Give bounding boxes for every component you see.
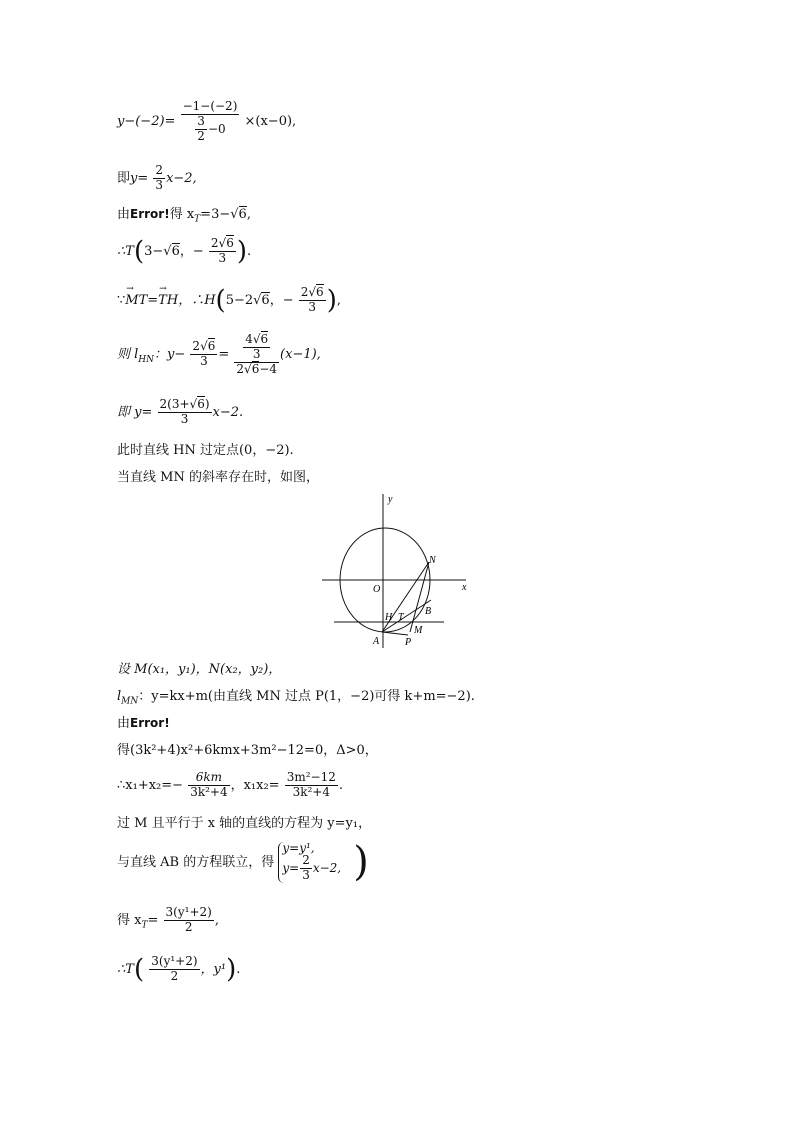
l5-a: 5−2 xyxy=(225,292,254,308)
l16-prefix: 与直线 AB 的方程联立，得 xyxy=(117,854,275,870)
eq-line-14 xyxy=(117,771,343,800)
l2-eq: = xyxy=(137,170,149,186)
l6-fraction-right: $\frac{\frac{4√6}{3}}{2√6-4}$ xyxy=(236,332,278,376)
l5-eq: = xyxy=(147,292,159,308)
l14-fraction-2 xyxy=(285,771,338,800)
label-x: x xyxy=(462,582,467,593)
l1-den xyxy=(181,115,240,144)
l1-rhs: ×(x−0), xyxy=(244,114,297,130)
l17-den: 2 xyxy=(184,919,193,934)
label-y: y xyxy=(388,494,393,505)
l7-tail: x−2. xyxy=(212,404,244,420)
l5-root1: 6 xyxy=(261,292,270,308)
l16-system-brace xyxy=(278,842,341,883)
l4-root2: 6 xyxy=(226,236,234,250)
l12-error: Error! xyxy=(130,716,170,730)
l7-num-a: 2(3+ xyxy=(159,397,190,411)
l17-fraction xyxy=(164,906,214,935)
l18-sep: ，y¹ xyxy=(200,961,227,977)
l17-num: 3(y¹+2) xyxy=(165,905,212,919)
l14-num1: 6km xyxy=(188,771,229,786)
eq-line-16: 与直线 AB 的方程联立，得 y=y¹, y= $\frac{2}{3}$ x−2, ) xyxy=(117,839,369,886)
l14-den2: 3k²+4 xyxy=(292,784,330,799)
l11-l: l xyxy=(117,689,122,704)
l6-bnden: 3 xyxy=(252,346,261,361)
label-m: M xyxy=(414,625,423,636)
l5-because: ∵ xyxy=(117,292,126,308)
l4-root1: 6 xyxy=(171,243,180,259)
l5-den: 3 xyxy=(308,299,317,314)
l3-mid: 得 x xyxy=(169,207,195,222)
eq-line-5: ∵→ MT=→ TH，∴H(5−2√6，− $\frac{2√6}{3}$ ), xyxy=(117,286,341,315)
l14-den1: 3k²+4 xyxy=(190,784,228,799)
l3-root: 6 xyxy=(238,207,247,222)
l2-num: 2 xyxy=(155,163,164,177)
l11-sub: MN xyxy=(121,696,139,707)
l6-bden-a: 2 xyxy=(236,361,245,376)
eq-line-1 xyxy=(117,100,296,143)
l5-tail: , xyxy=(336,292,341,308)
l17-tail: , xyxy=(214,912,219,928)
l4-tail: . xyxy=(247,243,252,259)
eq-line-3: 由Error!得 $x_T=3-√6$, xyxy=(117,207,251,225)
l3-prefix: 由 xyxy=(117,207,131,222)
l3-eq: =3− xyxy=(200,207,231,222)
l18-num: 3(y¹+2) xyxy=(151,954,198,968)
l3-tail: , xyxy=(246,207,251,222)
l14-num2: 3m²−12 xyxy=(286,770,336,784)
label-p: P xyxy=(405,637,412,648)
l2-fraction xyxy=(153,164,165,193)
eq-line-6 xyxy=(117,333,321,376)
l3-error: Error! xyxy=(130,207,170,221)
l1-den-den: 2 xyxy=(197,128,205,143)
l5-mid: ，∴H xyxy=(178,292,216,308)
l4-a: 3− xyxy=(144,243,164,259)
l5-fraction: $\frac{2√6}{3}$ xyxy=(300,285,324,314)
l2-tail: x−2, xyxy=(166,170,197,186)
l17-eq: = xyxy=(147,912,159,928)
l18-fraction xyxy=(149,955,199,984)
l6-bden-b: −4 xyxy=(259,361,278,376)
line-pa xyxy=(382,632,408,635)
l7-den: 3 xyxy=(180,411,189,426)
eq-line-8: 此时直线 HN 过定点(0，−2). xyxy=(117,443,294,458)
eq-line-15: 过 M 且平行于 x 轴的直线的方程为 y=y₁， xyxy=(117,816,372,831)
l6-den: 3 xyxy=(200,354,208,369)
l2-den: 3 xyxy=(155,177,164,192)
eq-line-9: 当直线 MN 的斜率存在时，如图， xyxy=(117,470,319,485)
l14-fraction-1 xyxy=(188,771,229,800)
l6-root2: 6 xyxy=(260,332,269,346)
l16-row2-den: 3 xyxy=(302,867,310,882)
label-h: H xyxy=(385,612,393,623)
l6-num: 2 xyxy=(192,339,201,354)
l6-tail: (x−1), xyxy=(280,347,321,363)
l18-den: 2 xyxy=(170,968,179,983)
l6-root3: 6 xyxy=(251,361,260,376)
label-b: B xyxy=(425,606,432,617)
l1-lhs: y−(−2)= xyxy=(117,114,176,130)
eq-line-12 xyxy=(117,717,170,730)
l7-root: 6 xyxy=(197,397,205,411)
l2-prefix: 即 xyxy=(117,170,131,186)
l5-vector-th: → TH xyxy=(158,294,178,307)
eq-line-18: ∴T( $\frac{\text{3(y¹+2)}}{2}$ ，y¹). xyxy=(117,954,241,985)
eq-line-7 xyxy=(117,398,243,427)
l5-sep: ，− xyxy=(269,292,294,308)
l5-root2: 6 xyxy=(316,285,324,299)
l6-bnum: 4 xyxy=(245,332,253,346)
l14-mid: ，x₁x₂= xyxy=(230,777,280,793)
l4-sep: ，− xyxy=(179,243,204,259)
l6-root1: 6 xyxy=(207,339,216,354)
l14-tail: . xyxy=(338,777,344,793)
l6-colon: ：y− xyxy=(154,347,186,363)
l1-den-tail: −0 xyxy=(207,121,226,136)
l17-prefix: 得 x xyxy=(117,912,142,928)
l6-sub: HN xyxy=(138,354,155,365)
l5-vector-mt: → MT xyxy=(125,294,147,307)
l7-fraction: $\frac{2(3+√6)}{3}$ xyxy=(159,397,210,426)
l18-tail: . xyxy=(236,961,241,977)
eq-line-4: ∴T(3−√6，− $\frac{2√6}{3}$ ). xyxy=(117,236,252,267)
l1-fraction xyxy=(181,100,240,143)
l16-row2-a: y= xyxy=(282,860,300,875)
l4-prefix: ∴T xyxy=(117,243,134,259)
l6-eq: = xyxy=(218,347,230,363)
l16-row2-b: x−2, xyxy=(312,860,342,875)
eq-line-11 xyxy=(117,690,475,707)
l12-prefix: 由 xyxy=(117,716,131,731)
l16-row2-num: 2 xyxy=(302,853,310,867)
eq-line-2 xyxy=(117,164,197,193)
l1-num: −1−(−2) xyxy=(182,99,238,113)
l6-prefix: 则 l xyxy=(117,347,139,363)
eq-line-17 xyxy=(117,906,219,935)
l16-row1: y=y¹, xyxy=(282,841,315,855)
l1-den-num: 3 xyxy=(197,113,205,128)
l18-prefix: ∴T xyxy=(117,961,134,977)
l7-num-b: ) xyxy=(204,397,210,411)
l11-rest: ：y=kx+m(由直线 MN 过点 P(1，−2)可得 k+m=−2). xyxy=(138,689,475,704)
l2-y: y xyxy=(130,170,138,186)
label-a: A xyxy=(373,636,380,647)
l14-prefix: ∴x₁+x₂=− xyxy=(117,777,184,793)
ellipse-figure xyxy=(318,492,478,652)
l7-prefix: 即 y= xyxy=(117,404,153,420)
l5-num: 2 xyxy=(300,285,309,299)
label-t: T xyxy=(398,612,404,623)
l3-sub: T xyxy=(194,214,201,225)
label-n: N xyxy=(429,555,436,566)
eq-line-10: 设 M(x₁，y₁)，N(x₂，y₂)， xyxy=(117,662,282,677)
l6-fraction-left: $\frac{2√6}{3}$ xyxy=(192,339,216,369)
l4-num: 2 xyxy=(210,236,219,250)
label-o: O xyxy=(373,584,381,595)
l4-fraction: $\frac{2√6}{3}$ xyxy=(210,236,234,265)
eq-line-13: 得(3k²+4)x²+6kmx+3m²−12=0，Δ>0， xyxy=(117,743,378,758)
l4-den: 3 xyxy=(218,250,227,265)
l17-sub: T xyxy=(141,920,148,931)
